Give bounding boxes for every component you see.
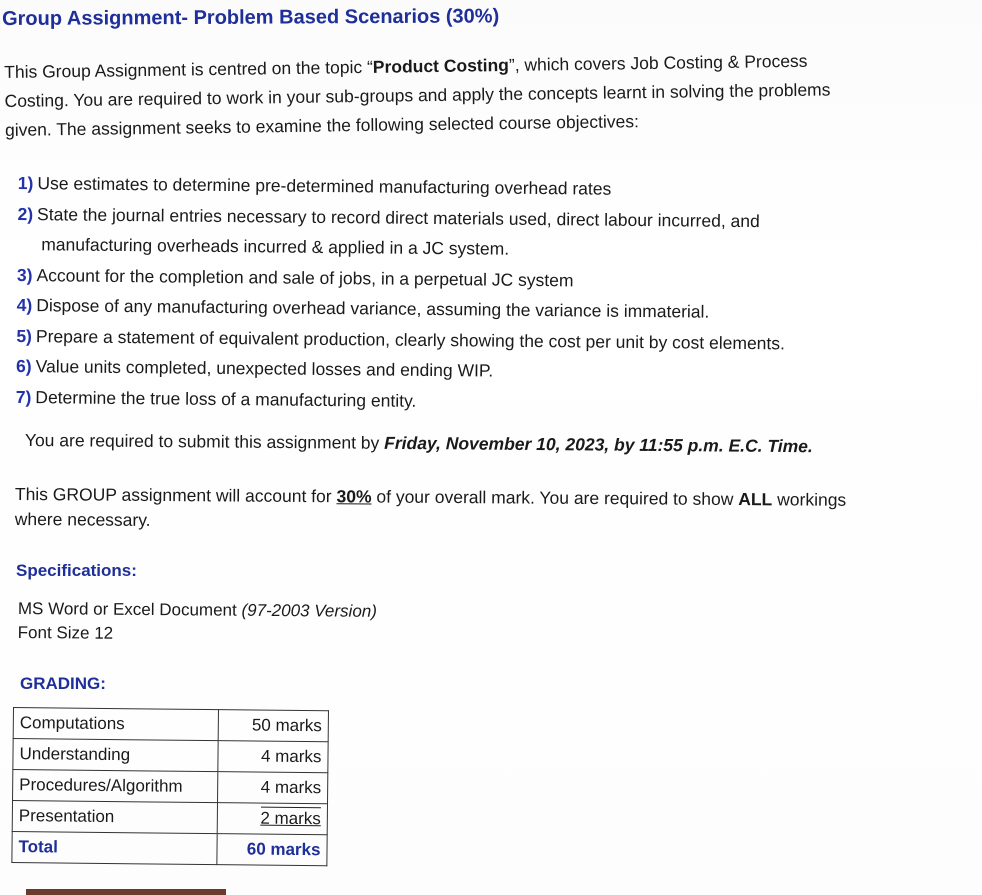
table-row [12, 801, 327, 835]
intro-text-1a: This Group Assignment is centred on the topic “ [4, 56, 373, 82]
grading-marks: 50 marks [218, 710, 328, 742]
grading-marks: 4 marks [218, 772, 328, 804]
total-label: Total [12, 831, 217, 864]
objective-text: Account for the completion and sale of jobs, in a perpetual JC system [36, 264, 574, 290]
objective-number: 6) [16, 355, 32, 377]
intro-line-2: Costing. You are required to work in your sub-groups and apply the concepts learnt in solving the problems [4, 79, 831, 111]
grading-heading: GRADING: [20, 674, 106, 693]
spec-doc-type-text: MS Word or Excel Document [17, 598, 242, 620]
objective-number: 2) [17, 203, 34, 224]
objective-item [17, 198, 938, 268]
topic-name: Product Costing [372, 54, 510, 77]
specifications-heading: Specifications: [16, 561, 137, 580]
weight-percent: 30% [336, 486, 372, 507]
objective-number: 7) [15, 386, 32, 407]
weighting-paragraph [15, 482, 965, 539]
objective-text: Use estimates to determine pre-determined manufacturing overhead rates [37, 173, 612, 199]
objective-text: Determine the true loss of a manufacturing entity. [35, 386, 417, 411]
specifications-list [18, 597, 377, 648]
objective-text: Value units completed, unexpected losses and ending WIP. [35, 356, 494, 381]
page-bottom-edge [26, 889, 226, 895]
spec-font-size: Font Size 12 [17, 622, 114, 643]
table-row [13, 770, 328, 804]
page-title: Group Assignment- Problem Based Scenarios (30%) [2, 5, 500, 30]
objective-text: Prepare a statement of equivalent production, clearly showing the cost per unit by cost elements. [35, 325, 786, 353]
grading-table [11, 707, 329, 866]
grading-category: Presentation [12, 801, 217, 834]
grading-marks-underlined: 2 marks [260, 808, 321, 829]
deadline-text [25, 430, 813, 457]
weighting-line-2: where necessary. [14, 508, 151, 530]
objective-number: 3) [16, 264, 33, 285]
weighting-text-1c: workings [772, 489, 847, 510]
total-row [12, 831, 327, 865]
table-row [13, 708, 328, 742]
intro-text-1b: ”, which covers Job Costing & Process [508, 50, 808, 75]
deadline-date: Friday, November 10, 2023, by 11:55 p.m. E.C. Time. [384, 432, 813, 457]
weighting-text-1a: This GROUP assignment will account for [14, 483, 337, 507]
intro-line-3: given. The assignment seeks to examine the following selected course objectives: [4, 111, 640, 140]
table-row [13, 739, 328, 773]
intro-paragraph [4, 44, 980, 145]
spec-doc-type [18, 597, 377, 624]
objective-number: 1) [17, 172, 34, 194]
grading-marks [217, 803, 327, 835]
objective-text: Dispose of any manufacturing overhead variance, assuming the variance is immaterial. [36, 295, 710, 322]
objectives-list [16, 168, 938, 421]
objective-text-continued: manufacturing overheads incurred & applied in a JC system. [41, 234, 510, 259]
objective-number: 4) [16, 294, 33, 316]
grading-marks: 4 marks [218, 741, 328, 773]
all-emphasis: ALL [738, 489, 773, 510]
grading-category: Understanding [13, 739, 218, 772]
grading-category: Computations [13, 708, 218, 741]
weighting-text-1b: of your overall mark. You are required to show [371, 486, 739, 510]
objective-text: State the journal entries necessary to record direct materials used, direct labour incurred, and [37, 203, 760, 231]
spec-version: (97-2003 Version) [241, 600, 378, 621]
deadline-prefix: You are required to submit this assignment by [24, 430, 385, 453]
grading-category: Procedures/Algorithm [13, 770, 218, 803]
objective-number: 5) [16, 325, 33, 346]
total-marks: 60 marks [217, 834, 327, 866]
